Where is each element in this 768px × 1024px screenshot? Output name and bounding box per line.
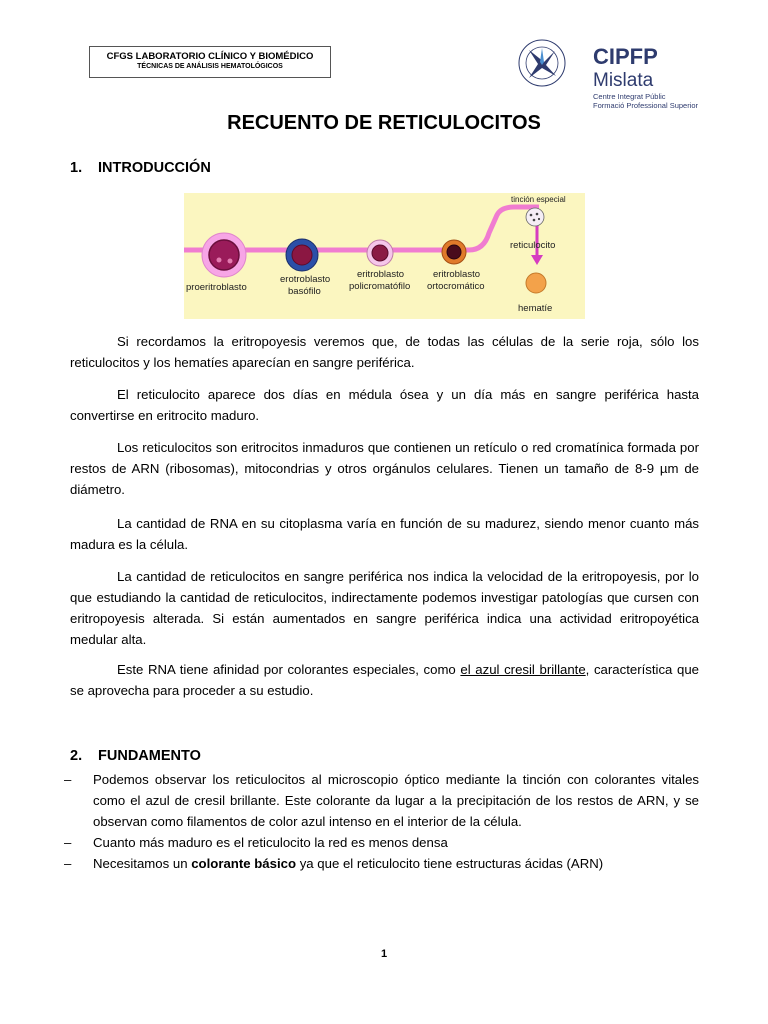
header-box <box>89 46 331 78</box>
cell-hematie <box>526 273 546 293</box>
paragraph-intro-3: Los reticulocitos son eritrocitos inmaduros que contienen un retículo o red cromatínica formada por restos de ARN (ribosomas), mitocondrias y otros orgánulos celulares. Tienen un tamaño de 8-9 µm de diámetro. <box>70 440 699 497</box>
page-number: 1 <box>380 948 388 960</box>
bullet-text: Cuanto más maduro es el reticulocito la red es menos densa <box>93 835 448 850</box>
section-label: FUNDAMENTO <box>98 748 201 764</box>
logo-sub-1: Centre Integrat Públic <box>593 92 666 101</box>
cipfp-logo <box>593 46 708 110</box>
list-item <box>64 853 699 874</box>
paragraph-intro-1: Si recordamos la eritropoyesis veremos que, de todas las células de la serie roja, sólo los reticulocitos y los hematíes aparecían en sangre periférica. <box>70 334 699 370</box>
label-policromatofilo: policromatófilo <box>349 281 411 292</box>
bullet-dash: – <box>64 835 72 850</box>
cell-proeritroblasto <box>202 233 246 277</box>
label-erotroblasto: erotroblasto <box>280 274 331 285</box>
label-basofilo: basófilo <box>288 286 321 297</box>
cell-eritroblasto-basofilo <box>286 239 318 271</box>
label-proeritroblasto: proeritroblasto <box>186 282 247 293</box>
paragraph-6-end: , característica que se aprovecha para proceder a su estudio. <box>70 662 699 698</box>
label-reticulocito: reticulocito <box>510 240 556 251</box>
logo-city: Mislata <box>593 70 654 91</box>
paragraph-6-start: Este RNA tiene afinidad por colorantes especiales, como <box>117 662 461 677</box>
list-item <box>64 832 699 853</box>
section-label: INTRODUCCIÓN <box>98 160 211 176</box>
label-ortocromatico: ortocromático <box>427 281 485 292</box>
page-title: RECUENTO DE RETICULOCITOS <box>227 112 541 134</box>
institution-seal-icon <box>517 38 567 88</box>
label-eritroblasto-1: eritroblasto <box>357 269 404 280</box>
paragraph-intro-4: La cantidad de RNA en su citoplasma varía en función de su madurez, siendo menor cuanto más madura es la célula. <box>70 516 699 552</box>
header-subject: TÉCNICAS DE ANÁLISIS HEMATOLÓGICOS <box>137 63 283 70</box>
cell-reticulocito-tincion <box>526 208 544 226</box>
logo-brand: CIPFP <box>593 44 658 69</box>
paragraph-intro-5: La cantidad de reticulocitos en sangre periférica nos indica la velocidad de la eritropoyesis, por lo que estudiando la cantidad de reticulocitos, indirectamente podemos investigar patologías que cursen con eritropoyesis alterada. Si están aumentados en sangre periférica indica una actividad eritropoyética medular alta. <box>70 569 699 647</box>
paragraph-intro-6 <box>70 659 699 701</box>
cell-eritroblasto-ortocromatico <box>442 240 466 264</box>
logo-sub-2: Formació Professional Superior <box>593 101 699 110</box>
erythropoiesis-diagram <box>184 193 585 319</box>
bullet-dash: – <box>64 772 72 787</box>
label-hematie: hematíe <box>518 303 553 314</box>
paragraph-intro-2: El reticulocito aparece dos días en médula ósea y un día más en sangre periférica hasta convertirse en eritrocito maduro. <box>70 387 699 423</box>
section-heading-fundamento <box>70 748 201 764</box>
section-number: 1. <box>70 160 83 176</box>
bullet-text-end: ya que el reticulocito tiene estructuras ácidas (ARN) <box>296 856 604 871</box>
stain-name-underlined: el azul cresil brillante <box>460 662 586 677</box>
bullet-bold-term: colorante básico <box>191 856 297 871</box>
section-number: 2. <box>70 748 83 764</box>
header-course: CFGS LABORATORIO CLÍNICO Y BIOMÉDICO <box>106 51 314 62</box>
section-heading-introduccion <box>70 160 211 176</box>
label-tincion-especial: tinción especial <box>511 195 566 204</box>
bullet-dash: – <box>64 856 72 871</box>
cell-eritroblasto-policromatofilo <box>367 240 393 266</box>
list-item <box>64 769 699 832</box>
bullet-text: Podemos observar los reticulocitos al microscopio óptico mediante la tinción con colorantes vitales como el azul de cresil brillante. Este colorante da lugar a la precipitación de los restos de ARN, y se observan como filamentos de color azul intenso en el interior de la célula. <box>93 772 699 829</box>
label-eritroblasto-2: eritroblasto <box>433 269 480 280</box>
bullet-text-start: Necesitamos un <box>93 856 192 871</box>
